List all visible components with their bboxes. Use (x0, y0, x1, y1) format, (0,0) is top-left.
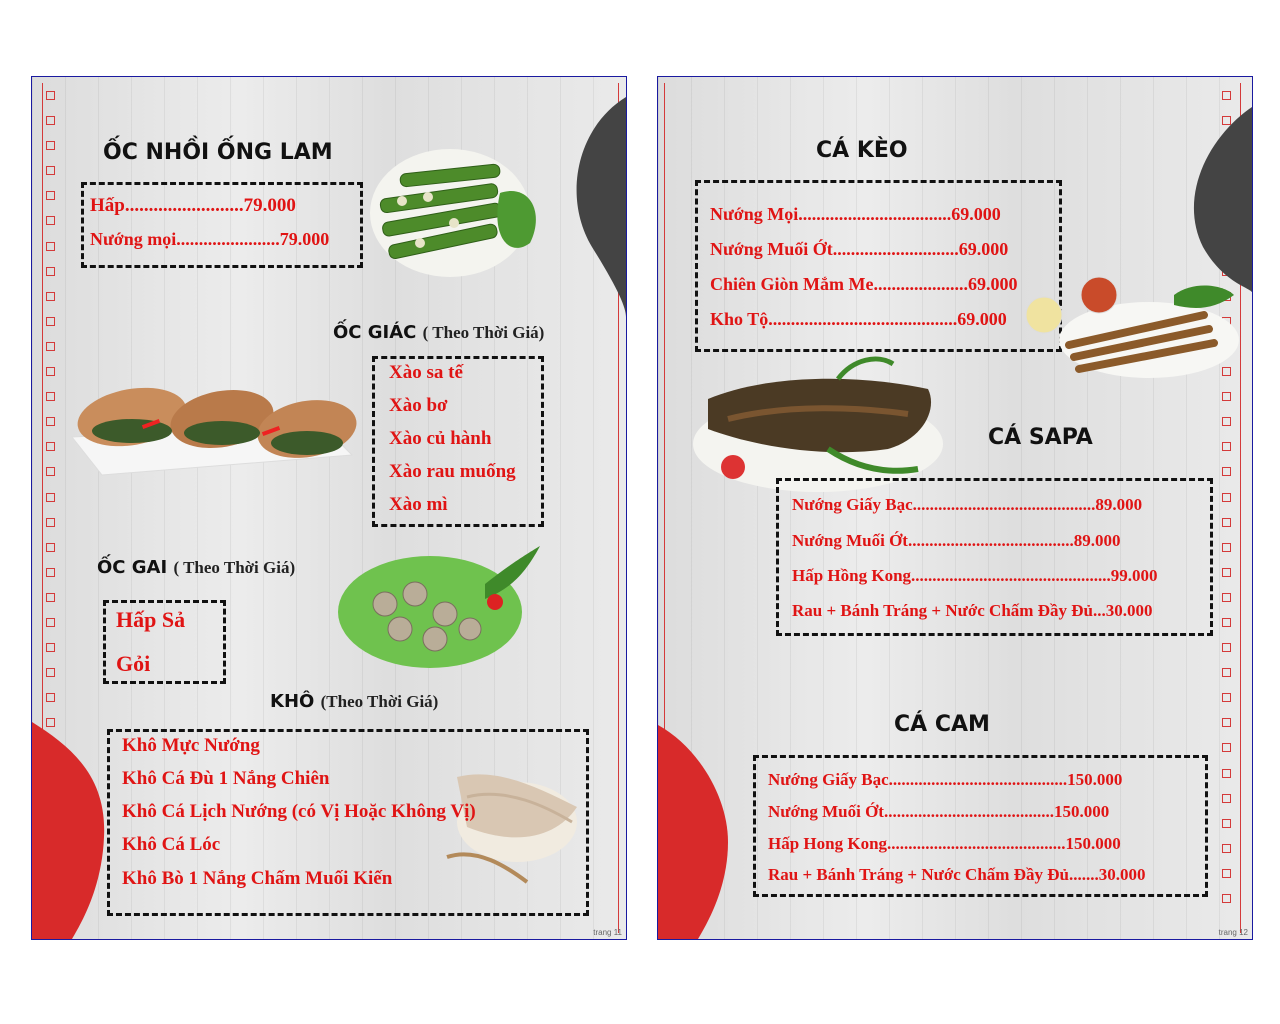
oc-giac-item-1: Xào sa tế (389, 362, 463, 383)
ca-keo-item-2: Nướng Muối Ớt............................69.000 (710, 239, 1009, 259)
ca-cam-item-1: Nướng Giấy Bạc..........................................150.000 (768, 770, 1123, 789)
section-title-ca-keo: CÁ KÈO (816, 138, 908, 163)
ca-sapa-item-1: Nướng Giấy Bạc...........................................89.000 (792, 495, 1143, 514)
oc-gai-item-1: Hấp Sả (116, 607, 186, 632)
ca-sapa-item-2: Nướng Muối Ớt.......................................89.000 (792, 531, 1121, 550)
kho-item-4: Khô Cá Lóc (122, 834, 221, 855)
oc-giac-title: ỐC GIÁC (333, 322, 417, 343)
oc-giac-item-4: Xào rau muống (389, 461, 516, 482)
page-number: trang 12 (1218, 928, 1248, 937)
section-title-oc-giac (333, 322, 544, 343)
oc-giac-note: ( Theo Thời Giá) (422, 323, 545, 342)
kho-item-1: Khô Mực Nướng (122, 735, 260, 756)
kho-note: (Theo Thời Giá) (320, 692, 439, 711)
ca-keo-photo (1024, 275, 1239, 385)
ca-keo-item-1: Nướng Mọi..................................69.000 (710, 204, 1001, 224)
ca-sapa-item-4: Rau + Bánh Tráng + Nước Chấm Đầy Đủ...30.000 (792, 601, 1153, 620)
menu-page-left (31, 76, 627, 940)
section-title-oc-gai (97, 557, 295, 578)
page-number: trang 11 (593, 928, 622, 937)
kho-title: KHÔ (270, 691, 315, 712)
ca-keo-item-3: Chiên Giòn Mắm Me.....................69.000 (710, 274, 1018, 294)
menu-page-right (657, 76, 1253, 940)
oc-gai-title: ỐC GAI (97, 557, 168, 578)
section-title-oc-nhoi: ỐC NHỒI ỐNG LAM (103, 140, 333, 165)
oc-nhoi-photo (370, 133, 550, 283)
section-title-ca-cam: CÁ CAM (894, 712, 990, 737)
oc-giac-item-3: Xào củ hành (389, 428, 492, 449)
oc-giac-photo (62, 367, 362, 487)
section-title-kho (270, 691, 438, 712)
oc-giac-item-2: Xào bơ (389, 395, 448, 416)
section-title-ca-sapa: CÁ SAPA (988, 425, 1093, 450)
oc-gai-note: ( Theo Thời Giá) (173, 558, 296, 577)
oc-gai-photo (335, 544, 550, 674)
oc-nhoi-item-2: Nướng mọi.......................79.000 (90, 229, 330, 249)
kho-item-2: Khô Cá Đù 1 Nắng Chiên (122, 768, 330, 789)
oc-nhoi-item-1: Hấp.........................79.000 (90, 195, 296, 216)
ca-cam-item-4: Rau + Bánh Tráng + Nước Chấm Đầy Đủ.......30.000 (768, 865, 1146, 884)
ca-sapa-item-3: Hấp Hồng Kong...............................................99.000 (792, 566, 1158, 585)
ca-cam-item-3: Hấp Hong Kong..........................................150.000 (768, 834, 1121, 853)
oc-gai-item-2: Gỏi (116, 651, 151, 676)
ca-keo-item-4: Kho Tộ..........................................69.000 (710, 309, 1007, 329)
kho-item-5: Khô Bò 1 Nắng Chấm Muối Kiến (122, 868, 393, 889)
oc-giac-item-5: Xào mì (389, 494, 448, 515)
kho-item-3: Khô Cá Lịch Nướng (có Vị Hoặc Không Vị) (122, 801, 476, 822)
ca-cam-item-2: Nướng Muối Ớt........................................150.000 (768, 802, 1110, 821)
ca-sapa-photo (688, 349, 958, 499)
